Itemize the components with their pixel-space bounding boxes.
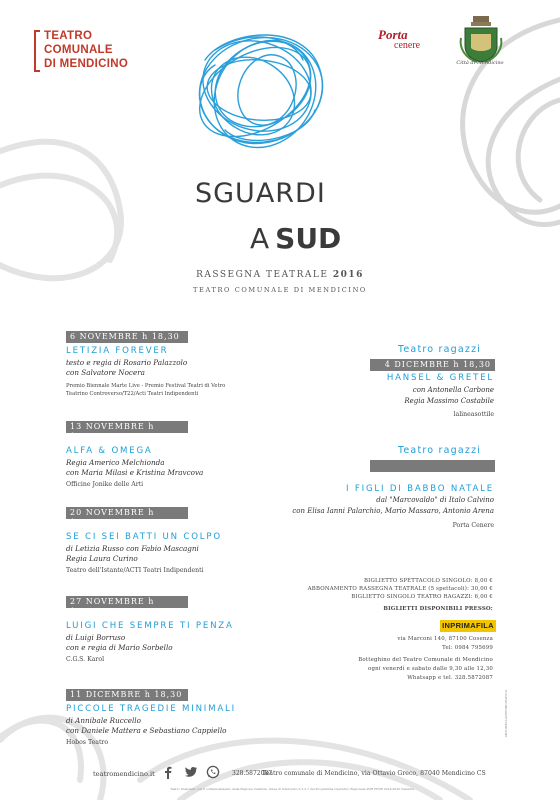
event-date: 27 NOVEMBRE h 18,30	[66, 596, 188, 608]
event-title: SE CI SEI BATTI UN COLPO	[66, 532, 222, 542]
event-3	[66, 507, 296, 574]
logo-bracket	[34, 30, 40, 72]
event-1	[66, 324, 296, 397]
event-credit: con Daniele Mattera e Sebastiano Cappiello	[66, 726, 227, 735]
event-4	[66, 596, 296, 663]
theatre-subtitle: TEATRO COMUNALE DI MENDICINO	[193, 286, 367, 294]
event-note: Teatrino Controverso/T22/Acti Teatri Indipendenti	[66, 391, 199, 397]
event-title: ALFA & OMEGA	[66, 446, 153, 456]
title-a-sud	[250, 222, 341, 255]
event-title: LETIZIA FOREVER	[66, 346, 169, 356]
box-office-line: Whatsapp e tel. 328.5872087	[407, 675, 493, 681]
tickets-available-label-text: BIGLIETTI DISPONIBILI PRESSO:	[383, 606, 493, 612]
event-credit: con e regia di Mario Sorbello	[66, 643, 173, 652]
event-2	[66, 421, 296, 488]
title-sguardi: SGUARDI	[195, 178, 326, 209]
rassegna-heading	[140, 270, 420, 280]
box-office-line: ogni venerdì e sabato dalle 9,30 alle 12,30	[368, 666, 493, 672]
event-credit: di Luigi Borruso	[66, 632, 126, 642]
porta-cenere-logo	[378, 27, 438, 57]
event-credit: Regia Laura Curino	[66, 554, 138, 563]
event-date: 13 NOVEMBRE h 18,30	[66, 421, 188, 433]
event-company: Officine Jonike delle Arti	[66, 481, 144, 488]
title-sud: SUD	[275, 222, 342, 255]
event-date: 20 NOVEMBRE h 18,30	[66, 507, 188, 519]
event-company: Teatro dell'Istante/ACTI Teatri Indipendenti	[66, 567, 204, 574]
rassegna-year: 2016	[332, 270, 364, 280]
facebook-icon[interactable]	[161, 765, 175, 779]
ragazzi-credit: dal "Marcovaldo" di Italo Calvino	[376, 496, 494, 504]
ragazzi-company: lalineasottile	[453, 411, 494, 418]
ragazzi-credit: con Elisa Ianni Palarchio, Mario Massaro, Antonio Arena	[292, 507, 494, 515]
ragazzi-label: Teatro ragazzi	[398, 445, 482, 456]
event-note: Premio Biennale Marte Live - Premio Festival Teatri di Vetro	[66, 383, 226, 389]
ragazzi-date	[370, 460, 495, 472]
title-a: A	[250, 222, 270, 255]
ticket-price-kids: BIGLIETTO SINGOLO TEATRO RAGAZZI: 6,00 €	[351, 594, 493, 600]
ragazzi-company: Porta Cenere	[452, 522, 494, 529]
ticket-price-single: BIGLIETTO SPETTACOLO SINGOLO: 8,00 €	[363, 578, 493, 584]
tickets-available-label	[383, 606, 493, 612]
vendor-address: via Marconi 140, 87100 Cosenza	[397, 636, 493, 642]
event-credit: con Salvatore Nocera	[66, 368, 145, 377]
ragazzi-label: Teatro ragazzi	[398, 344, 482, 355]
event-credit: testo e regia di Rosario Palazzolo	[66, 357, 188, 367]
designer-credit: ANTONELLAPIERINIGRAFICA	[504, 690, 508, 738]
event-company: Hobos Teatro	[66, 739, 109, 746]
event-credit: di Annibale Ruccello	[66, 715, 141, 725]
footer-fineprint: Teatro finanziato con il cofinanziamento della Regione Calabria. Linea di intervento 5.2.2.1 del Programma Operativo Regionale POR FESR 2014-2020 Calabria	[170, 787, 414, 791]
footer-phone: 328.5872087	[232, 770, 273, 777]
blue-scribble-illustration	[185, 20, 335, 160]
ragazzi-credit: con Antonella Carbone	[412, 386, 494, 394]
event-date: 6 NOVEMBRE h 18,30	[66, 331, 188, 343]
website-link[interactable]: teatromendicino.it	[93, 770, 155, 778]
ragazzi-title: HANSEL & GRETEL	[386, 373, 494, 383]
footer-address: Teatro comunale di Mendicino, via Ottavio Greco, 87040 Mendicino CS	[262, 770, 486, 777]
event-title: LUIGI CHE SEMPRE TI PENZA	[66, 621, 234, 631]
twitter-icon[interactable]	[184, 765, 198, 779]
event-company: C.G.S. Karol	[66, 656, 105, 663]
event-title: PICCOLE TRAGEDIE MINIMALI	[66, 704, 236, 714]
ragazzi-title: I FIGLI DI BABBO NATALE	[346, 484, 494, 494]
event-credit: con Maria Milasi e Kristina Mravcova	[66, 468, 204, 477]
whatsapp-icon[interactable]	[206, 765, 220, 779]
vendor-phone: Tel: 0984 795699	[442, 645, 493, 651]
logo-line-3: DI MENDICINO	[44, 58, 129, 70]
porta-logo-line1: Porta	[378, 27, 408, 42]
event-5	[66, 682, 296, 746]
theatre-logo	[34, 28, 144, 74]
rassegna-text: RASSEGNA TEATRALE	[196, 270, 329, 280]
ragazzi-credit: Regia Massimo Costabile	[404, 397, 494, 405]
event-credit: Regia Americo Melchionda	[66, 457, 165, 467]
event-date: 11 DICEMBRE h 18,30	[66, 689, 188, 701]
ticket-price-subscription: ABBONAMENTO RASSEGNA TEATRALE (5 spettacoli): 30,00 €	[307, 586, 493, 592]
logo-line-2: COMUNALE	[44, 44, 113, 56]
crest-label: Città di Mendicino	[456, 60, 504, 66]
ragazzi-date: 4 DICEMBRE h 18,30	[370, 359, 495, 371]
inprimafila-logo: INPRIMAFILA	[440, 620, 496, 632]
porta-logo-line2: cenere	[394, 40, 421, 51]
event-credit: di Letizia Russo con Fabio Mascagni	[66, 543, 199, 553]
logo-line-1: TEATRO	[44, 30, 93, 42]
box-office-line: Botteghino del Teatro Comunale di Mendicino	[358, 657, 493, 663]
